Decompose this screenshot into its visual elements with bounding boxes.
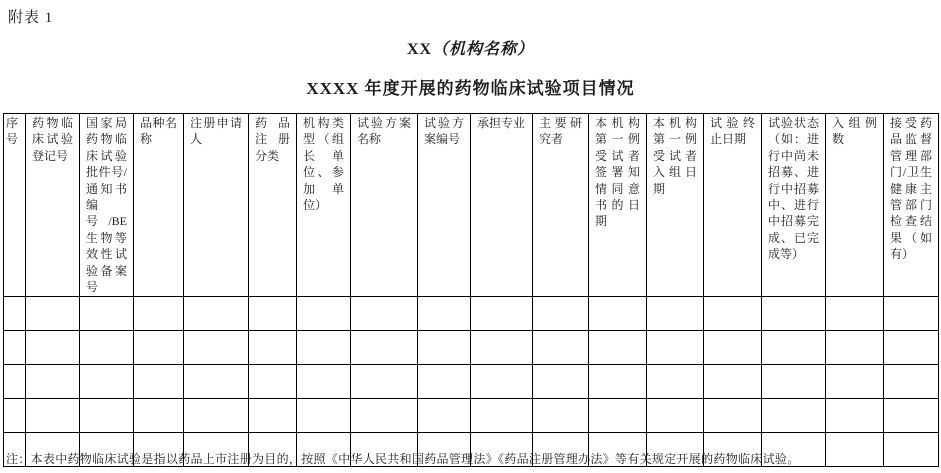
table-cell bbox=[351, 399, 418, 433]
table-cell bbox=[297, 297, 351, 331]
column-header-3: 国家局药物临床试验批件号/通知书编号/BE 生物等效性试验备案号 bbox=[80, 114, 134, 297]
table-cell bbox=[704, 399, 762, 433]
table-cell bbox=[351, 365, 418, 399]
table-cell bbox=[418, 399, 471, 433]
table-cell bbox=[297, 399, 351, 433]
column-header-12: 本机构第一例受试者签署知情同意书的日期 bbox=[589, 114, 647, 297]
table-cell bbox=[533, 365, 589, 399]
table-cell bbox=[80, 331, 134, 365]
table-cell bbox=[589, 365, 647, 399]
table-cell bbox=[884, 297, 939, 331]
title-org-name: （机构名称） bbox=[432, 41, 535, 58]
table-cell bbox=[249, 399, 297, 433]
table-cell bbox=[589, 331, 647, 365]
table-cell bbox=[297, 331, 351, 365]
table-cell bbox=[884, 331, 939, 365]
table-cell bbox=[418, 365, 471, 399]
table-cell bbox=[297, 365, 351, 399]
table-cell bbox=[884, 399, 939, 433]
table-cell bbox=[134, 399, 184, 433]
table-cell bbox=[4, 297, 26, 331]
table-cell bbox=[80, 399, 134, 433]
column-header-1: 序号 bbox=[4, 114, 26, 297]
column-header-8: 试验方案名称 bbox=[351, 114, 418, 297]
table-cell bbox=[26, 399, 80, 433]
table-cell bbox=[418, 297, 471, 331]
column-header-16: 入组例数 bbox=[826, 114, 884, 297]
table-cell bbox=[704, 365, 762, 399]
column-header-5: 注册申请人 bbox=[184, 114, 249, 297]
table-cell bbox=[134, 297, 184, 331]
column-header-9: 试验方案编号 bbox=[418, 114, 471, 297]
table-cell bbox=[533, 297, 589, 331]
table-row bbox=[4, 365, 939, 399]
table-cell bbox=[826, 331, 884, 365]
table-cell bbox=[471, 365, 533, 399]
table-cell bbox=[249, 297, 297, 331]
table-cell bbox=[4, 331, 26, 365]
table-cell bbox=[826, 365, 884, 399]
table-cell bbox=[471, 297, 533, 331]
appendix-label: 附表 1 bbox=[8, 10, 54, 26]
table-cell bbox=[80, 297, 134, 331]
table-cell bbox=[826, 297, 884, 331]
table-row bbox=[4, 297, 939, 331]
table-cell bbox=[249, 365, 297, 399]
column-header-7: 机构类型（组长单位、参加单位） bbox=[297, 114, 351, 297]
table-cell bbox=[26, 365, 80, 399]
table-cell bbox=[826, 399, 884, 433]
column-header-15: 试验状态（如：进行中尚未招募、进行中招募中、进行中招募完成、已完成等） bbox=[762, 114, 826, 297]
footnote: 注：本表中药物临床试验是指以药品上市注册为目的，按照《中华人民共和国药品管理法》《药品注册管理办法》等有关规定开展的药物临床试验。 bbox=[6, 452, 800, 466]
table-cell bbox=[26, 331, 80, 365]
table-body bbox=[4, 297, 939, 467]
table-cell bbox=[647, 365, 704, 399]
table-cell bbox=[533, 331, 589, 365]
table-cell bbox=[418, 331, 471, 365]
column-header-11: 主要研究者 bbox=[533, 114, 589, 297]
table-cell bbox=[762, 331, 826, 365]
column-header-17: 接受药品监督管理部门/卫生健康主管部门检查结果（如有） bbox=[884, 114, 939, 297]
table-cell bbox=[134, 365, 184, 399]
title-prefix: XX bbox=[406, 41, 433, 58]
table-cell bbox=[647, 331, 704, 365]
column-header-2: 药物临床试验登记号 bbox=[26, 114, 80, 297]
table-cell bbox=[184, 365, 249, 399]
table-cell bbox=[134, 331, 184, 365]
table-cell bbox=[762, 399, 826, 433]
table-cell bbox=[884, 433, 939, 467]
table-row bbox=[4, 399, 939, 433]
table-cell bbox=[249, 331, 297, 365]
table-cell bbox=[762, 297, 826, 331]
table-cell bbox=[4, 399, 26, 433]
table-cell bbox=[351, 297, 418, 331]
column-header-14: 试验终止日期 bbox=[704, 114, 762, 297]
column-header-4: 品种名称 bbox=[134, 114, 184, 297]
table-cell bbox=[26, 297, 80, 331]
column-header-10: 承担专业 bbox=[471, 114, 533, 297]
table-cell bbox=[704, 331, 762, 365]
document-title bbox=[0, 36, 941, 59]
table-cell bbox=[471, 331, 533, 365]
table-cell bbox=[80, 365, 134, 399]
table-cell bbox=[184, 331, 249, 365]
clinical-trials-table bbox=[3, 113, 939, 467]
table-cell bbox=[589, 399, 647, 433]
column-header-6: 药品注册分类 bbox=[249, 114, 297, 297]
table-cell bbox=[4, 365, 26, 399]
table-cell bbox=[704, 297, 762, 331]
table-cell bbox=[647, 399, 704, 433]
column-header-13: 本机构第一例受试者入组日期 bbox=[647, 114, 704, 297]
table-head bbox=[4, 114, 939, 297]
table-cell bbox=[589, 297, 647, 331]
table-cell bbox=[533, 399, 589, 433]
table-header-row bbox=[4, 114, 939, 297]
table-row bbox=[4, 331, 939, 365]
table-cell bbox=[884, 365, 939, 399]
table-cell bbox=[762, 365, 826, 399]
table-cell bbox=[351, 331, 418, 365]
document-subtitle: XXXX 年度开展的药物临床试验项目情况 bbox=[306, 79, 635, 98]
table-cell bbox=[471, 399, 533, 433]
table-cell bbox=[184, 297, 249, 331]
table-cell bbox=[826, 433, 884, 467]
table-cell bbox=[647, 297, 704, 331]
table-cell bbox=[184, 399, 249, 433]
